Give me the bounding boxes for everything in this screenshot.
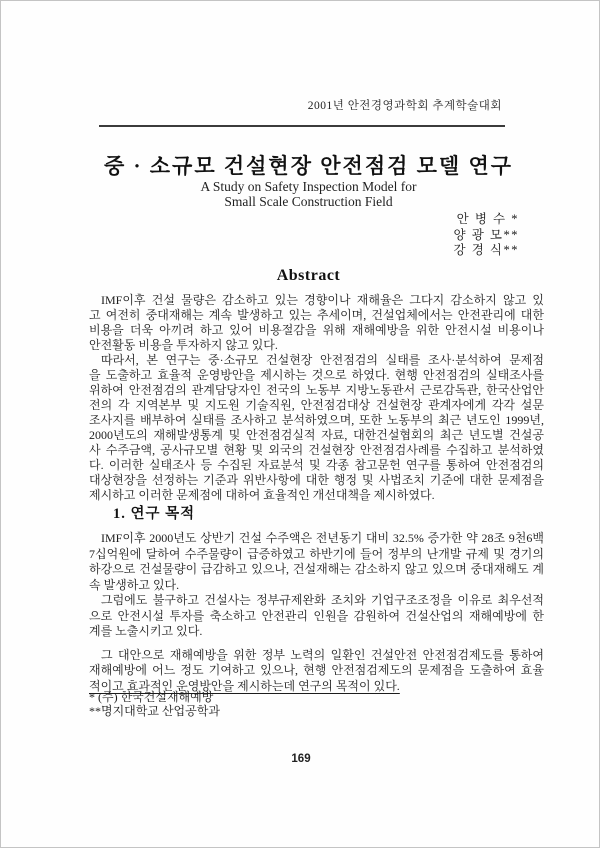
abstract-line: 대상현장을 선정하는 기준과 위반사항에 대한 행정 및 사법조치 기준에 대한 문제점을: [89, 473, 544, 487]
section-1-heading: 1. 연구 목적: [113, 506, 196, 522]
section-1-body: [89, 531, 544, 694]
abstract-line: 전의 각 지역본부 및 지도원 기술직원, 안전점검대상 건설현장 관계자에게 각각 설문: [89, 398, 544, 412]
paper-title-english: [73, 179, 544, 209]
abstract-line: 조사지를 배부하여 실태를 조사하고 분석하였으며, 또한 노동부의 최근 년도인 1999년,: [89, 413, 544, 427]
author-list: [454, 212, 519, 259]
author-name: 안 병 수 *: [456, 212, 519, 226]
abstract-line: 위하여 안전점검의 관계담당자인 전국의 노동부 지방노동관서 근로감독관, 한국산업안: [89, 383, 544, 397]
research-objective-underlined-line: 적이고 효과적인 운영방안을 제시하는데 연구의 목적이 있다.: [89, 678, 400, 693]
abstract-line: 고 여전히 중대재해는 계속 발생하고 있는 추세이며, 건설업체에서는 안전관리에 대한: [89, 308, 544, 322]
paper-title-english-line1: A Study on Safety Inspection Model for: [200, 179, 417, 194]
body-line: 그럼에도 불구하고 건설사는 정부규제완화 조치와 기업구조조정을 이유로 최우선적: [101, 593, 544, 607]
body-line: 재해예방에 어느 정도 기여하고 있으나, 현행 안전점검제도의 문제점을 도출하여 효율: [89, 663, 544, 677]
abstract-line: 비용을 더욱 아끼려 하고 있어 비용절감을 위해 재해예방을 위한 안전시설 비용이나: [89, 323, 544, 337]
paper-title-korean: 중 · 소규모 건설현장 안전점검 모델 연구: [103, 154, 514, 178]
abstract-body: [89, 293, 544, 503]
body-line: 7십억원에 달하여 수주물량이 급증하였고 하반기에 들어 정부의 난개발 규제 및 경기의: [89, 546, 544, 561]
body-line: 으로 안전시설 투자를 축소하고 안전관리 인원을 감원하여 건설산업의 재해예방에 한: [89, 608, 544, 623]
paper-title-english-line2: Small Scale Construction Field: [224, 194, 393, 209]
footnote-affiliation: **명지대학교 산업공학과: [89, 703, 220, 718]
abstract-line: 을 도출하고 효율적 운영방안을 제시하는 것으로 하였다. 현행 안전점검의 실태조사를: [89, 368, 544, 382]
body-line: IMF이후 2000년도 상반기 건설 수주액은 전년동기 대비 32.5% 증가한 약 28조 9천6백: [101, 531, 544, 545]
abstract-line: 제시하고 이러한 문제점에 대하여 효율적인 개선대책을 제시하였다.: [89, 488, 435, 502]
abstract-heading: Abstract: [276, 267, 341, 284]
abstract-line: 다. 이러한 실태조사 등 수집된 자료분석 및 각종 참고문헌 연구를 통하여 안전점검의: [89, 458, 544, 472]
abstract-line: 안전활동 비용을 투자하지 않고 있다.: [89, 338, 278, 352]
abstract-line: 따라서, 본 연구는 중·소규모 건설현장 안전점검의 실태를 조사·분석하여 문제점: [101, 353, 544, 367]
author-name: 양 광 모**: [453, 227, 519, 242]
header-divider-rule: [99, 125, 505, 127]
abstract-line: 2000년도의 재해발생통계 및 안전점검실적 자료, 대한건설협회의 최근 년도별 건설공: [89, 428, 544, 442]
conference-header: 2001년 안전경영과학회 추계학술대회: [307, 100, 502, 112]
abstract-line: IMF이후 건설 물량은 감소하고 있는 경향이나 재해율은 그다지 감소하지 않고 있: [101, 293, 544, 307]
abstract-line: 사 수주금액, 공사규모별 현황 및 외국의 건설현장 안전점검사례를 수집하고 분석하였: [89, 443, 544, 457]
footnote-affiliation: * (주) 한국건설재해예방: [89, 690, 214, 704]
body-line: 하강으로 건설물량이 급감하고 있으나, 건설재해는 감소하지 않고 있으며 중대재해도 계: [89, 562, 544, 576]
page-number: 169: [291, 753, 311, 765]
body-line: 속 발생하고 있다.: [89, 577, 180, 592]
footnote-block: [89, 691, 544, 718]
body-line: 그 대안으로 재해예방을 위한 정부 노력의 일환인 건설안전 안전점검제도를 통하여: [101, 647, 544, 662]
body-line: 계를 노출시키고 있다.: [89, 624, 203, 638]
author-name: 강 경 식**: [453, 243, 519, 257]
